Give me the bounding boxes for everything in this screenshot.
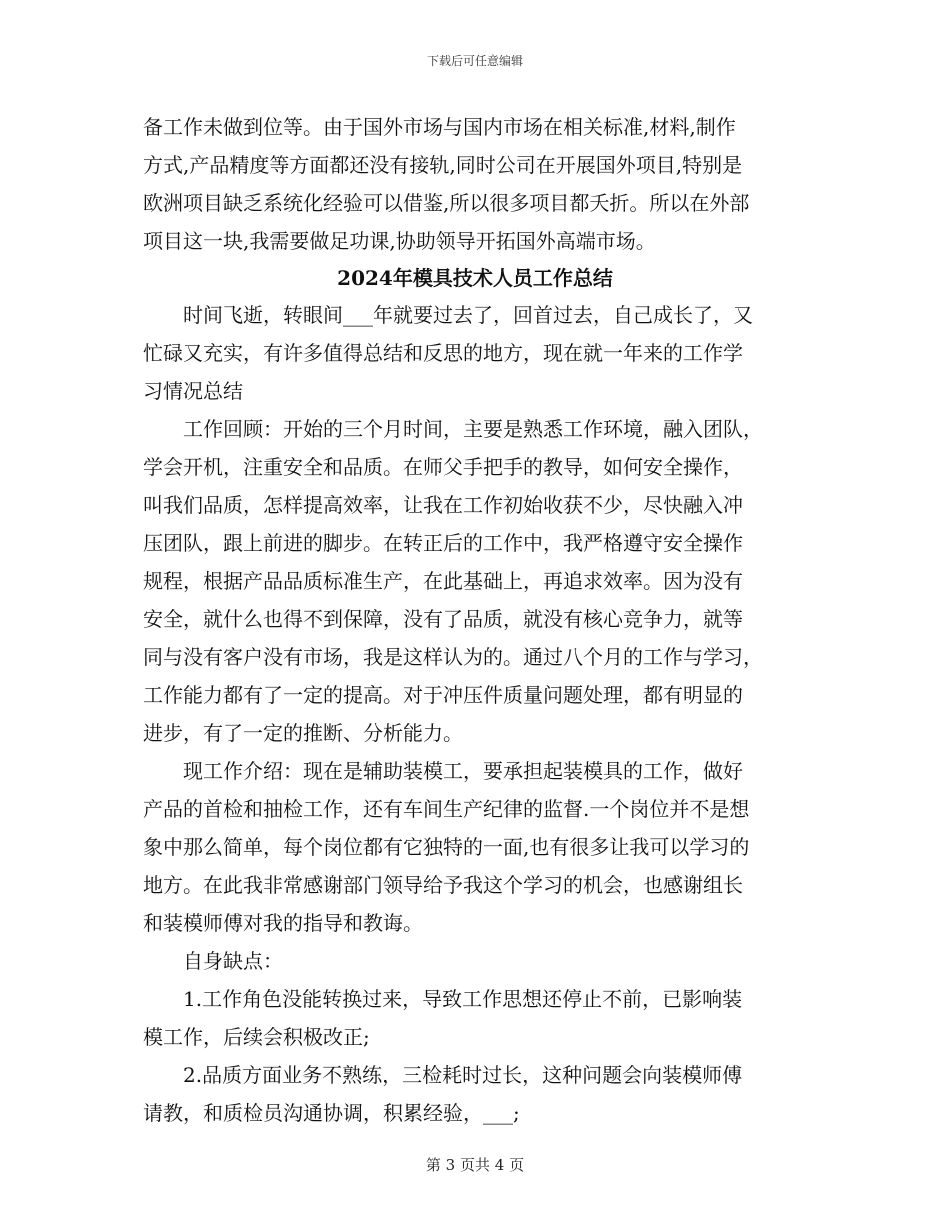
text-line: 象中那么简单，每个岗位都有它独特的一面,也有很多让我可以学习的: [143, 835, 750, 859]
text-line: 习情况总结: [143, 379, 243, 403]
text-line: 忙碌又充实，有许多值得总结和反思的地方，现在就一年来的工作学: [143, 341, 743, 365]
text-line: 压团队，跟上前进的脚步。在转正后的工作中，我严格遵守安全操作: [143, 531, 743, 555]
page-footer: 第 3 页共 4 页: [425, 1156, 525, 1174]
text-line: 进步，有了一定的推断、分析能力。: [143, 721, 463, 745]
text-line: 工作能力都有了一定的提高。对于冲压件质量问题处理，都有明显的: [143, 683, 743, 707]
text-line: 叫我们品质，怎样提高效率，让我在工作初始收获不少，尽快融入冲: [143, 493, 743, 517]
text-line: 欧洲项目缺乏系统化经验可以借鉴,所以很多项目都夭折。所以在外部: [143, 191, 750, 215]
text-line: 时间飞逝，转眼间___年就要过去了，回首过去，自己成长了，又: [183, 303, 753, 327]
text-line: 工作回顾：开始的三个月时间，主要是熟悉工作环境，融入团队，: [183, 417, 763, 441]
text-line: 2.品质方面业务不熟练，三检耗时过长，这种问题会向装模师傅: [183, 1063, 743, 1087]
text-line: 方式,产品精度等方面都还没有接轨,同时公司在开展国外项目,特别是: [143, 153, 743, 177]
text-line: 和装模师傅对我的指导和教诲。: [143, 911, 423, 935]
page-header: 下载后可任意编辑: [426, 54, 523, 68]
text-line: 地方。在此我非常感谢部门领导给予我这个学习的机会，也感谢组长: [143, 873, 743, 897]
text-line: 项目这一块,我需要做足功课,协助领导开拓国外高端市场。: [143, 229, 656, 253]
text-line: 请教，和质检员沟通协调，积累经验，___;: [143, 1101, 520, 1125]
text-line: 学会开机，注重安全和品质。在师父手把手的教导，如何安全操作，: [143, 455, 743, 479]
text-line: 安全，就什么也得不到保障，没有了品质，就没有核心竞争力，就等: [143, 607, 743, 631]
text-line: 自身缺点：: [183, 949, 283, 973]
text-line: 模工作，后续会积极改正;: [143, 1025, 370, 1049]
text-line: 规程，根据产品品质标准生产，在此基础上，再追求效率。因为没有: [143, 569, 743, 593]
text-line: 备工作未做到位等。由于国外市场与国内市场在相关标准,材料,制作: [143, 115, 736, 139]
text-line: 同与没有客户没有市场，我是这样认为的。通过八个月的工作与学习，: [143, 645, 763, 669]
text-line: 1.工作角色没能转换过来，导致工作思想还停止不前，已影响装: [183, 987, 743, 1011]
text-line: 产品的首检和抽检工作，还有车间生产纪律的监督.一个岗位并不是想: [143, 797, 750, 821]
text-line: 现工作介绍：现在是辅助装模工，要承担起装模具的工作，做好: [183, 759, 743, 783]
document-title: 2024年模具技术人员工作总结: [337, 266, 613, 290]
